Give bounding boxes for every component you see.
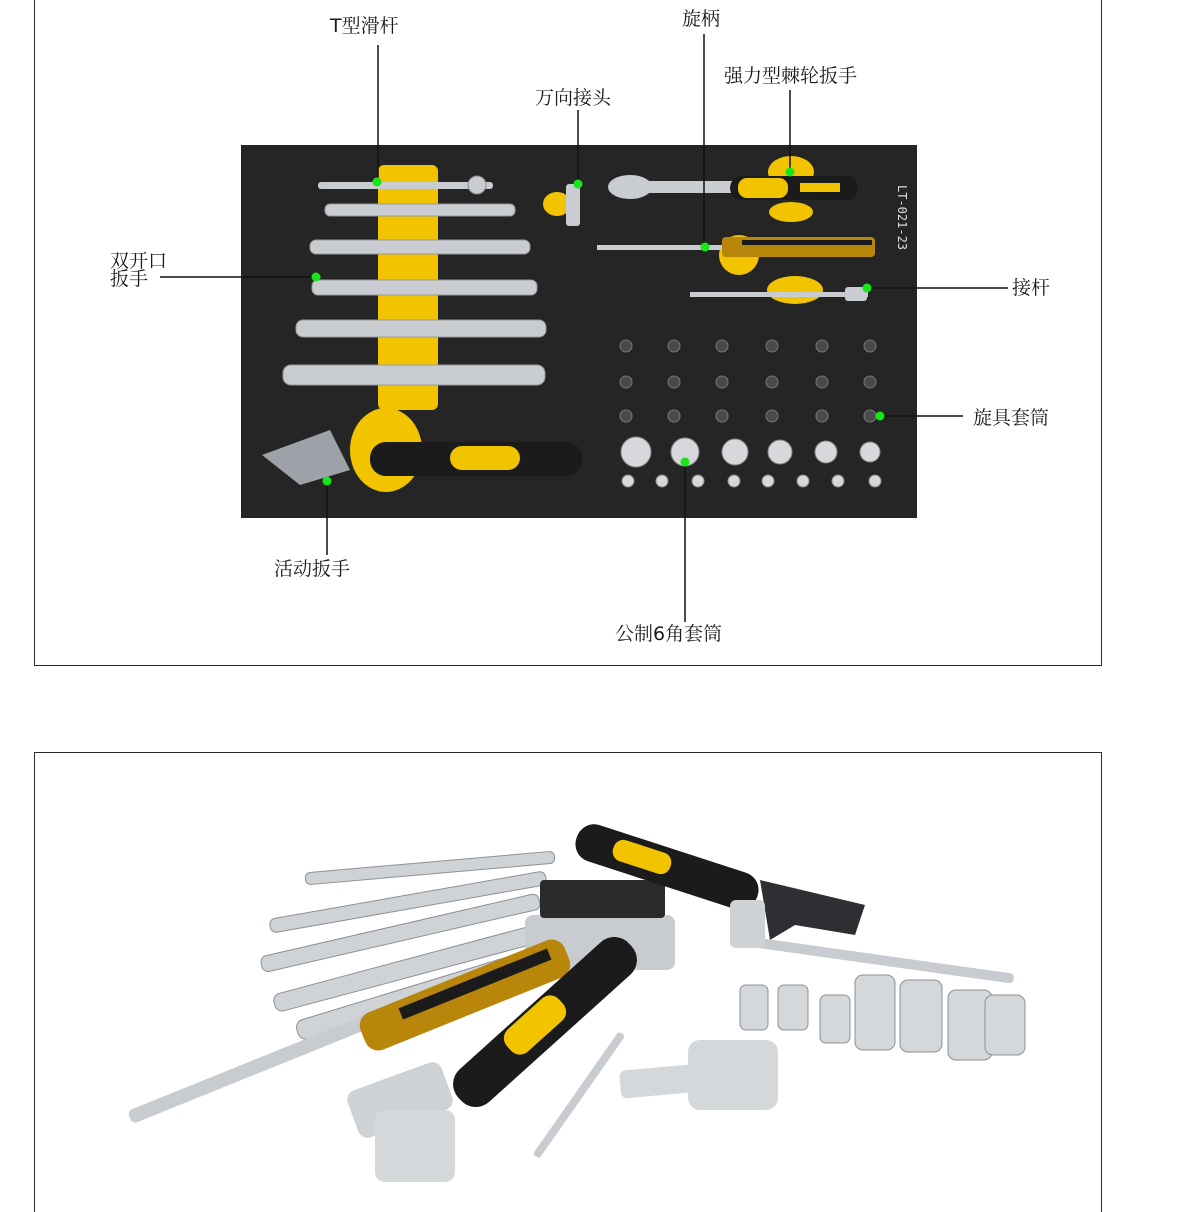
label-adjustable: 活动扳手 [274,558,351,580]
label-bit-socket: 旋具套筒 [973,407,1050,429]
tray-code: LT-021-23 [895,185,909,251]
label-t-bar: T型滑杆 [330,15,399,37]
label-spinner: 旋柄 [682,8,721,30]
label-ratchet: 强力型棘轮扳手 [724,65,858,87]
photo-t-bar [533,1031,778,1158]
label-extension: 接杆 [1012,277,1051,299]
label-double-open-2: 扳手 [110,268,149,290]
label-double-open-1: 双开口 [110,250,168,272]
photo-metric-sockets [740,975,1025,1060]
label-universal-joint: 万向接头 [535,87,612,109]
label-metric-socket: 公制6角套筒 [615,623,723,645]
photo-universal-joint [730,900,765,948]
